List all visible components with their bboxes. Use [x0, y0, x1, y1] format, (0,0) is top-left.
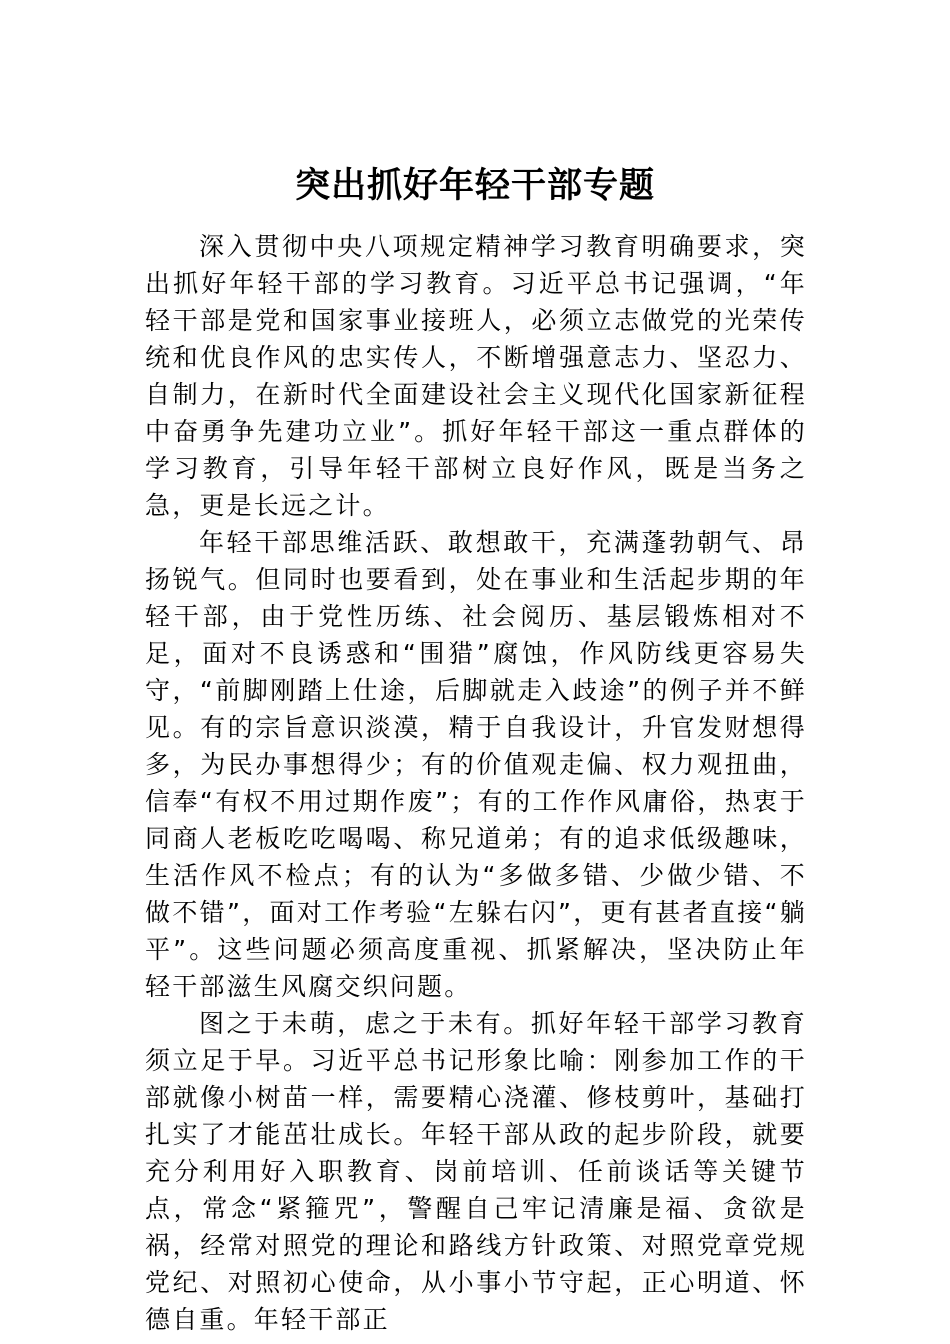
paragraph-1: 深入贯彻中央八项规定精神学习教育明确要求，突出抓好年轻干部的学习教育。习近平总书记强调，“年轻干部是党和国家事业接班人，必须立志做党的光荣传统和优良作风的忠实传人，不断增强意志力、坚忍力、自制力，在新时代全面建设社会主义现代化国家新征程中奋勇争先建功立业”。抓好年轻干部这一重点群体的学习教育，引导年轻干部树立良好作风，既是当务之急，更是长远之计。 [145, 232, 807, 520]
document-body [145, 228, 807, 1338]
paragraph-3: 图之于未萌，虑之于未有。抓好年轻干部学习教育须立足于早。习近平总书记形象比喻：刚参加工作的干部就像小树苗一样，需要精心浇灌、修枝剪叶，基础打扎实了才能茁壮成长。年轻干部从政的起步阶段，就要充分利用好入职教育、岗前培训、任前谈话等关键节点，常念“紧箍咒”，警醒自己牢记清廉是福、贪欲是祸，经常对照党的理论和路线方针政策、对照党章党规党纪、对照初心使命，从小事小节守起，正心明道、怀德自重。年轻干部正 [145, 1009, 807, 1334]
document-title: 突出抓好年轻干部专题 [294, 165, 655, 206]
paragraph-2: 年轻干部思维活跃、敢想敢干，充满蓬勃朝气、昂扬锐气。但同时也要看到，处在事业和生活起步期的年轻干部，由于党性历练、社会阅历、基层锻炼相对不足，面对不良诱惑和“围猎”腐蚀，作风防线更容易失守，“前脚刚踏上仕途，后脚就走入歧途”的例子并不鲜见。有的宗旨意识淡漠，精于自我设计，升官发财想得多，为民办事想得少；有的价值观走偏、权力观扭曲，信奉“有权不用过期作废”；有的工作作风庸俗，热衷于同商人老板吃吃喝喝、称兄道弟；有的追求低级趣味，生活作风不检点；有的认为“多做多错、少做少错、不做不错”，面对工作考验“左躲右闪”，更有甚者直接“躺平”。这些问题必须高度重视、抓紧解决，坚决防止年轻干部滋生风腐交织问题。 [145, 528, 807, 1001]
